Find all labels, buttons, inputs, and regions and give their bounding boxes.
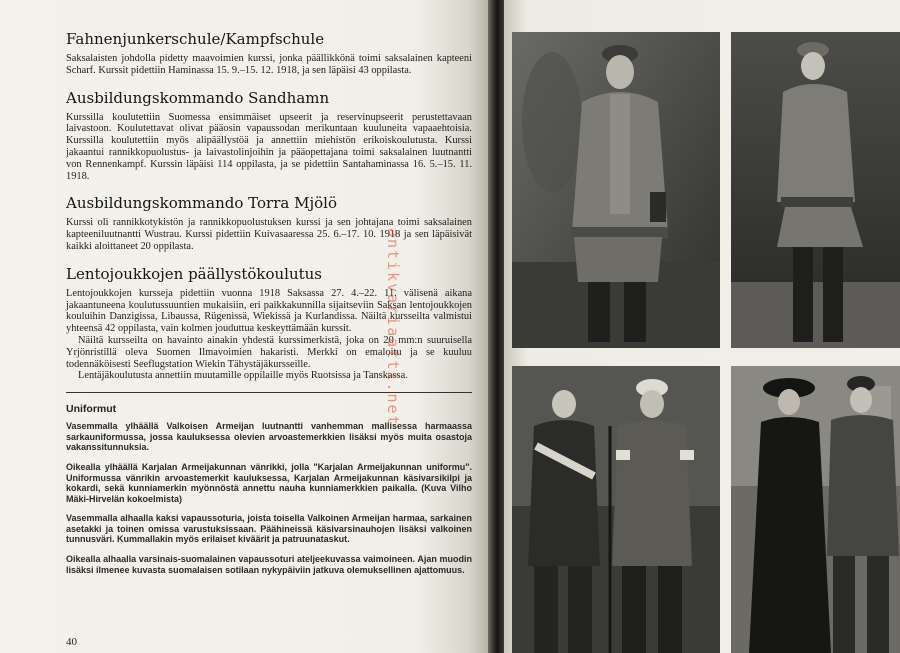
caption-bottom-right: Oikealla alhaalla varsinais-suomalainen vapaussoturi ateljeekuvassa vaimoineen. Ajan muodin lisäksi ilmenee kuvasta suomalaisen sotilaan nykypäiviin jatkuva olemuksellinen ajattomuus. xyxy=(66,554,472,575)
photo-freedom-fighters xyxy=(512,366,720,653)
section-heading: Ausbildungskommando Sandhamn xyxy=(66,88,330,107)
divider xyxy=(66,392,472,393)
caption-top-left: Vasemmalla ylhäällä Valkoisen Armeijan luutnantti vanhemman mallisessa harmaassa sarkauniformussa, jossa kauluksessa olevien arvoastemerkkien lisäksi myös muita osastoja vakanssitunnuksia. xyxy=(66,421,472,453)
photo-soldier-and-wife xyxy=(731,366,900,653)
section-heading: Lentojoukkojen päällystökoulutus xyxy=(66,264,323,283)
watermark: antikvariaatti.net xyxy=(384,228,402,427)
text-column xyxy=(66,30,472,584)
section-heading: Fahnenjunkerschule/Kampfschule xyxy=(66,30,325,48)
photo-lieutenant xyxy=(512,32,720,348)
section-body: Lentojoukkojen kursseja pidettiin vuonna 1918 Saksassa 27. 4.–22. 11. välisenä aikana jakaantuneena koulutussuuntien mukaisiin, eri paikkakunnilla sijaitseviin Saksan lentojoukkojen kouluihin Danzigissa, Libaussa, Rügenissä, Wiekissä ja Kurlandissa. Näiltä kursseilta valmistui yhteensä 42 oppilasta, vain kolmen jouduttua keskeyttämään kurssit. xyxy=(66,287,472,335)
section-body: Kurssi oli rannikkotykistön ja rannikkopuolustuksen kurssi ja sen johtajana toimi saksalainen kapteeniluutnantti Wustrau. Kurssi pidettiin Kuivasaaressa 25. 6.–17. 10. 1918 ja sen läpäisivät kaikki aloittaneet 20 oppilasta. xyxy=(66,217,472,252)
page-number: 40 xyxy=(66,636,77,648)
section-body: Kurssilla koulutettiin Suomessa ensimmäiset upseerit ja reservinupseerit perustettavaan laivastoon. Koulutettavat olivat pääosin vapaussodan merikuntaan kuuluneita vapaaehtoisia. Kurssilla koulutettiin myös alipäällystöä ja annettiin miehistön erikoiskoulutusta. Kurssi jakaantui rannikkopuolustus- ja laivastolinjoihin ja pääopettajana toimi saksalainen luutnantti von Rennenkampf. Kurssin läpäisi 114 oppilasta, ja se pidettiin Santahaminassa 16. 5.–15. 11. 1918. xyxy=(66,111,472,182)
caption-top-right: Oikealla ylhäällä Karjalan Armeijakunnan vänrikki, jolla "Karjalan Armeijakunnan uniformu". Uniformussa vänrikin arvoastemerkit kauluksessa, Karjalan Armeijakunnan käsivarsikilpi ja kokardi, sekä kunniamerkin myönnöstä annettu nauha kunniamerkkien paikalla. (Kuva Vilho Mäki-Hirvelän kokoelmista) xyxy=(66,461,472,504)
right-page xyxy=(504,0,900,653)
section-body-3: Lentäjäkoulutusta annettiin muutamille oppilaille myös Ruotsissa ja Tanskassa. xyxy=(78,370,408,382)
section-body: Saksalaisten johdolla pidetty maavoimien kurssi, jonka päällikkönä toimi saksalainen kapteeni Scharf. Kurssit pidettiin Haminassa 15. 9.–15. 12. 1918, ja sen läpäisi 43 oppilasta. xyxy=(66,53,472,76)
uniforms-captions xyxy=(66,403,472,575)
book-gutter xyxy=(488,0,504,653)
section-body-2: Näiltä kursseilta on havainto ainakin yhdestä kurssimerkistä, joka on 20 mm:n suuruisella Yrjönristillä oleva Suomen Ilmavoimien hakaristi. Merkki on emaloitu ja se kuuluu todennäköisesti Seeflugstation Wiekin Tähystäjäkursseille. xyxy=(66,334,472,370)
photo-second-lieutenant xyxy=(731,32,900,348)
section-lentojoukot xyxy=(66,265,472,382)
uniforms-heading: Uniformut xyxy=(66,403,117,416)
section-heading: Ausbildungskommando Torra Mjölö xyxy=(66,194,337,213)
caption-bottom-left: Vasemmalla alhaalla kaksi vapaussoturia, joista toisella Valkoinen Armeijan harmaa, sarkainen asetakki ja toinen omissa varustuksissaan. Päähineissä käsivarsinauhojen lisäksi valkoinen tunnusväri. Kummallakin myös erilaiset kiväärit ja patruunataskut. xyxy=(66,513,472,545)
section-torra-mjolo xyxy=(66,194,472,252)
section-fahnenjunkerschule xyxy=(66,30,472,77)
section-sandhamn xyxy=(66,89,472,183)
